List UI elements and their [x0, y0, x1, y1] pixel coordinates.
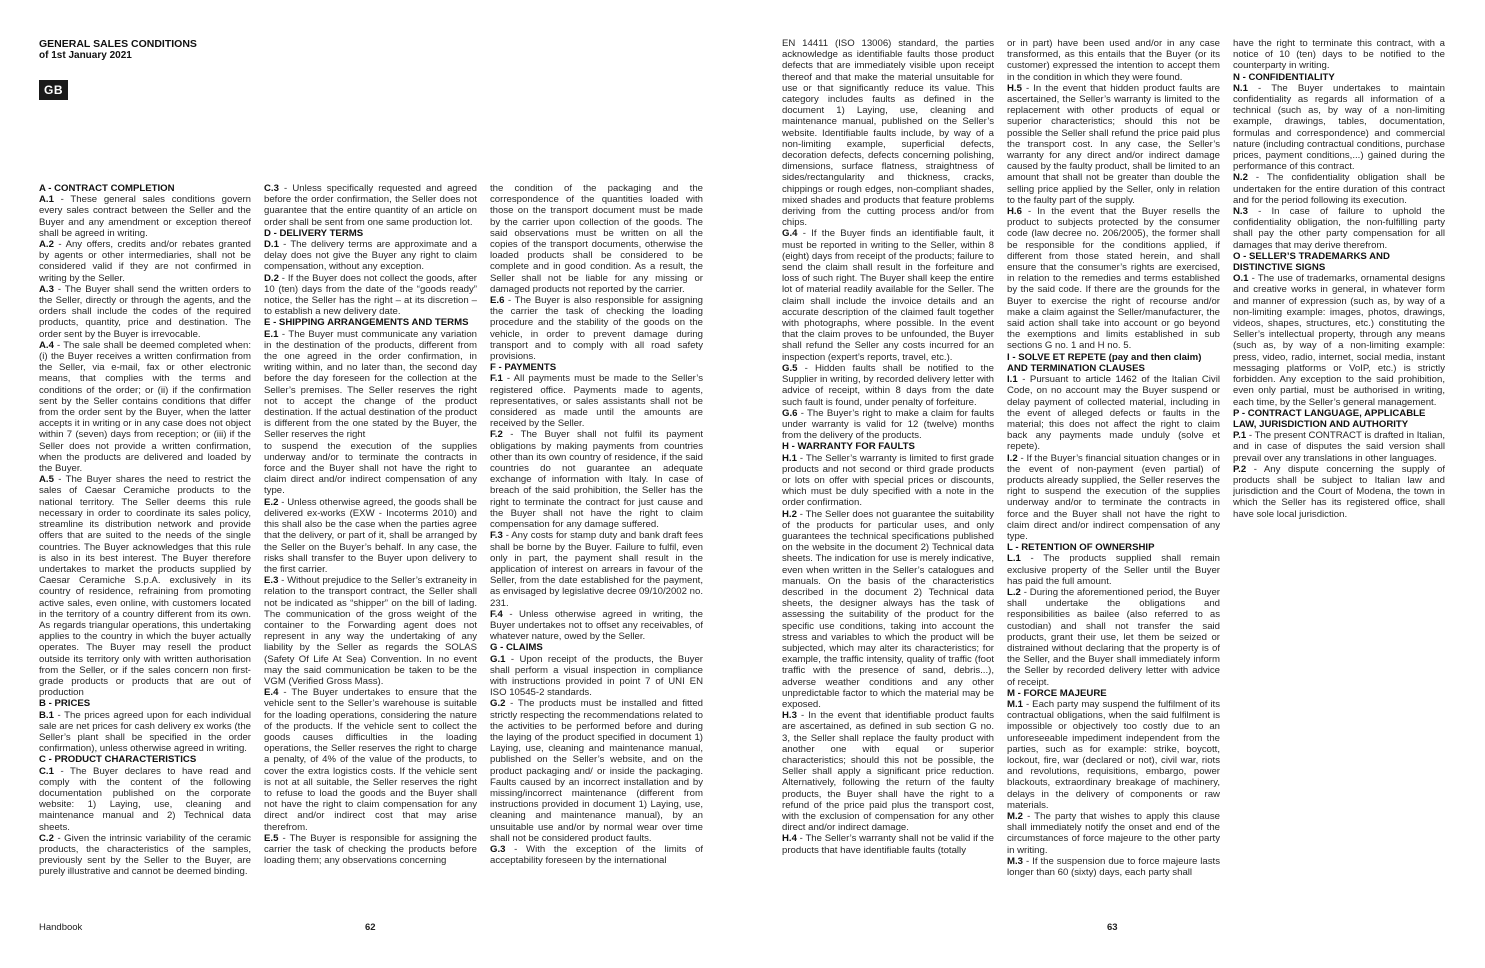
- clause-number: I.1: [1007, 374, 1018, 386]
- section-heading: I - SOLVE ET REPETE (pay and then claim) AND TERMINATION CLAUSES: [1007, 351, 1202, 374]
- clause-text: - Unless otherwise agreed in writing, the Buyer undertakes not to offset any receivables, of whatever nature, owed by the Seller.: [490, 608, 703, 643]
- clause-paragraph: [782, 408, 994, 442]
- clause-number: A.2: [39, 239, 54, 251]
- clause-text: - If the Buyer’s financial situation changes or in the event of non-payment (even partial) of products already supplied, the Seller reserves the right to suspend the execution of the supplies underway and/or to terminate the contracts in force and the Buyer shall not have the right to claim direct and/or indirect compensation of any type.: [1007, 452, 1220, 542]
- clause-text: - The Seller’s warranty shall not be valid if the products that have identifiable faults (totally: [782, 833, 994, 856]
- clause-number: O.1: [1233, 273, 1249, 285]
- clause-number: F.4: [490, 608, 503, 620]
- text-column-4: [782, 38, 994, 909]
- document-title: GENERAL SALES CONDITIONS: [39, 38, 197, 50]
- clause-number: E.2: [264, 496, 279, 508]
- clause-paragraph: [490, 183, 703, 295]
- text-column-2: [264, 183, 477, 909]
- clause-text: or in part) have been used and/or in any case transformed, as this entails that the Buyer (or its customer) expressed the intention to accept them in the condition in which they were found.: [1007, 38, 1220, 83]
- clause-paragraph: [264, 575, 477, 687]
- language-badge: GB: [39, 80, 68, 100]
- clause-text: - Hidden faults shall be notified to the Supplier in writing, by recorded delivery letter with advice of receipt, within 8 days from the date such fault is found, under penalty of forfeiture.: [782, 362, 994, 408]
- clause-text: - The Seller’s warranty is limited to first grade products and not second or third grade products or lots on offer with special prices or discounts, which must be duly specified with a note in the order confirmation.: [782, 452, 994, 509]
- clause-text: - If the Buyer finds an identifiable fault, it must be reported in writing to the Seller, within 8 (eight) days from receipt of the products; failure to send the claim shall result in the forfeiture and loss of such right. The Buyer shall keep the entire lot of material readily available for the Seller. The claim shall include the invoice details and an accurate description of the claimed fault together with photographs, where possible. In the event that the claim proves to be unfounded, the Buyer shall refund the Seller any costs incurred for an inspection (expert’s reports, travel, etc.).: [782, 228, 994, 363]
- clause-paragraph: [782, 228, 994, 362]
- clause-text: - The Buyer must communicate any variation in the destination of the products, different from the one agreed in the order confirmation, in writing within, and no later than, the second day before the day foreseen for the collection at the Seller’s premises. The Seller reserves the right not to accept the change of the product destination. If the actual destination of the product is different from the one stated by the Buyer, the Seller reserves the right: [264, 328, 477, 441]
- section-heading: C - PRODUCT CHARACTERISTICS: [39, 754, 197, 766]
- clause-text: - The products must be installed and fitted strictly respecting the recommendations related to the activities to be performed before and during the laying of the product specified in document 1) Laying, use, cleaning and maintenance manual, published on the Seller’s website, and on the product packaging and/ or inside the packaging. Faults caused by an incorrect installation and by missing/incorrect maintenance (different from instructions provided in document 1) Laying, use, cleaning and maintenance manual), by an unsuitable use and/or by normal wear over time shall not be considered product faults.: [490, 698, 703, 844]
- clause-paragraph: [1233, 273, 1445, 407]
- clause-number: F.2: [490, 429, 503, 441]
- clause-number: G.1: [490, 653, 506, 665]
- clause-number: H.4: [782, 833, 797, 845]
- clause-text: - If the Buyer does not collect the goods, after 10 (ten) days from the date of the “goods ready” notice, the Seller has the right – at its discretion – to establish a new delivery date.: [264, 272, 477, 318]
- clause-paragraph: [264, 833, 477, 867]
- section-heading: H - WARRANTY FOR FAULTS: [782, 441, 915, 453]
- clause-number: E.4: [264, 687, 279, 699]
- clause-text: - The prices agreed upon for each individual sale are net prices for cash delivery ex works (the Seller’s plant shall be specified in the order confirmation), unless otherwise agreed in writing.: [39, 709, 251, 755]
- clause-paragraph: [490, 295, 703, 362]
- clause-paragraph: [490, 530, 703, 608]
- clause-text: - The Buyer’s right to make a claim for faults under warranty is valid for 12 (twelve) months from the delivery of the products.: [782, 407, 994, 442]
- clause-paragraph: [782, 38, 994, 228]
- clause-paragraph: [1007, 553, 1220, 587]
- clause-number: C.3: [264, 183, 279, 194]
- clause-text: - Given the intrinsic variability of the ceramic products, the characteristics of the samples, previously sent by the Seller to the Buyer, are purely illustrative and cannot be deemed binding.: [39, 832, 251, 878]
- section-heading: E - SHIPPING ARRANGEMENTS AND TERMS: [264, 317, 469, 329]
- clause-text: the condition of the packaging and the correspondence of the quantities loaded with those on the transport document must be made by the carrier upon collection of the goods. The said observations must be written on all the copies of the transport documents, otherwise the loaded products shall be considered to be complete and in good condition. As a result, the Seller shall not be liable for any missing or damaged products not reported by the carrier.: [490, 183, 703, 295]
- clause-paragraph: [490, 844, 703, 866]
- clause-text: - The Seller does not guarantee the suitability of the products for particular uses, and only guarantees the technical specifications published on the website in the document 2) Technical data sheets. The indication for use is merely indicative, even when written in the Seller’s catalogues and manuals. On the basis of the characteristics described in the document 2) Technical data sheets, the designer always has the task of assessing the suitability of the product for the specific use conditions, taking into account the stress and variables to which the product will be subjected, which may alter its characteristics; for example, the traffic intensity, quality of traffic (foot traffic with the presence of sand, debris...), adverse weather conditions and any other unpredictable factor to which the material may be exposed.: [782, 508, 994, 710]
- clause-number: N.2: [1233, 172, 1248, 184]
- section-heading: P - CONTRACT LANGUAGE, APPLICABLE LAW, JURISDICTION AND AUTHORITY: [1233, 407, 1426, 430]
- clause-number: N.1: [1233, 82, 1248, 94]
- clause-number: E.6: [490, 295, 505, 307]
- clause-text: - The party that wishes to apply this clause shall immediately notify the onset and end of the circumstances of force majeure to the other party in writing.: [1007, 811, 1220, 856]
- clause-text: - The present CONTRACT is drafted in Italian, and in case of disputes the said version shall prevail over any translations in other languages.: [1233, 430, 1445, 464]
- section-heading: A - CONTRACT COMPLETION: [39, 183, 175, 194]
- text-column-3: [490, 183, 703, 909]
- clause-paragraph: [782, 453, 994, 509]
- clause-text: EN 14411 (ISO 13006) standard, the parties acknowledge as identifiable faults those product defects that are immediately visible upon receipt thereof and that make the material unsuitable for use or that significantly reduce its value. This category includes faults as defined in the document 1) Laying, use, cleaning and maintenance manual, published on the Seller’s website. Identifiable faults include, by way of a non-limiting example, superficial defects, decoration defects, defects concerning polishing, dimensions, surface flatness, straightness of sides/rectangularity and thickness, cracks, chippings or rough edges, non-compliant shades, mixed shades and products that feature problems deriving from the cutting process and/or from chips.: [782, 38, 994, 229]
- clause-paragraph: [1007, 83, 1220, 206]
- clause-number: E.3: [264, 575, 279, 587]
- clause-number: N.3: [1233, 206, 1248, 218]
- clause-number: E.1: [264, 328, 279, 340]
- clause-paragraph: [1007, 453, 1220, 543]
- text-column-5: [1007, 38, 1220, 909]
- clause-text: - Any dispute concerning the supply of products shall be subject to Italian law and jurisdiction and the Court of Modena, the town in which the Seller has its registered office, shall have sole local jurisdiction.: [1233, 463, 1445, 520]
- clause-number: A.3: [39, 283, 54, 295]
- clause-number: F.1: [490, 373, 503, 385]
- clause-paragraph: [264, 497, 477, 575]
- clause-paragraph: [39, 833, 251, 878]
- clause-paragraph: [1233, 172, 1445, 206]
- clause-paragraph: [39, 766, 251, 833]
- clause-text: - Any costs for stamp duty and bank draft fees shall be borne by the Buyer. Failure to fulfil, even only in part, the payment shall result in the application of interest on arrears in favour of the Seller, from the date established for the payment, as envisaged by legislative decree 09/10/2002 no. 231.: [490, 530, 703, 609]
- clause-number: H.1: [782, 452, 797, 464]
- clause-text: - In the event that the Buyer resells the product to subjects protected by the consumer code (law decree no. 206/2005), the former shall be responsible for the conditions applied, if different from those stated herein, and shall ensure that the consumer’s rights are exercised, in relation to the remedies and terms established by the said code. If there are the grounds for the Buyer to exercise the right of recourse and/or make a claim against the Seller/manufacturer, the said action shall take into account or go beyond the exemptions and limits established in sub sections G no. 1 and H no. 5.: [1007, 206, 1220, 352]
- section-heading: N - CONFIDENTIALITY: [1233, 71, 1335, 83]
- clause-paragraph: [782, 833, 994, 855]
- clause-number: M.2: [1007, 811, 1023, 823]
- clause-paragraph: [1007, 699, 1220, 811]
- section-heading: O - SELLER’S TRADEMARKS AND DISTINCTIVE SIGNS: [1233, 250, 1390, 274]
- clause-paragraph: [39, 239, 251, 284]
- clause-text: - The Buyer shall send the written orders to the Seller, directly or through the agents, and the orders shall include the codes of the required products, quantity, price and destination. The order sent by the Buyer is irrevocable.: [39, 283, 251, 340]
- clause-number: E.5: [264, 832, 279, 844]
- clause-number: G.2: [490, 698, 506, 710]
- text-column-1: [39, 183, 251, 909]
- clause-text: - The use of trademarks, ornamental designs and creative works in general, in whatever form and manner of expression (such as, by way of a non-limiting example: images, photos, drawings, videos, shapes, structures, etc.) constituting the Seller’s intellectual property, through any means (such as, by way of a non-limiting example: press, video, radio, internet, social media, instant messaging platforms or VoIP, etc.) is strictly forbidden. Any exception to the said prohibition, even only partial, must be authorised in writing, each time, by the Seller’s general management.: [1233, 273, 1445, 408]
- clause-text: - Unless otherwise agreed, the goods shall be delivered ex-works (EXW - Incoterms 2010) and this shall also be the case when the parties agree that the delivery, or part of it, shall be arranged by the Seller on the Buyer’s behalf. In any case, the risks shall transfer to the Buyer upon delivery to the first carrier.: [264, 496, 477, 575]
- clause-number: G.6: [782, 407, 798, 419]
- clause-paragraph: [490, 373, 703, 429]
- section-heading: B - PRICES: [39, 698, 91, 710]
- clause-text: - In the event that hidden product faults are ascertained, the Seller’s warranty is limited to the replacement with other products of equal or superior characteristics; should this not be possible the Seller shall refund the price paid plus the transport cost. In any case, the Seller’s warranty for any direct and/or indirect damage caused by the faulty product, shall be limited to an amount that shall not be greater than double the selling price applied by the Seller, only in relation to the faulty part of the supply.: [1007, 82, 1220, 206]
- left-page: [0, 0, 742, 968]
- clause-text: - The Buyer is also responsible for assigning the carrier the task of checking the loading procedure and the stability of the goods on the vehicle, in order to prevent damage during transport and to comply with all road safety provisions.: [490, 295, 703, 363]
- clause-paragraph: [264, 687, 477, 833]
- section-heading: F - PAYMENTS: [490, 362, 557, 374]
- clause-text: - All payments must be made to the Seller’s registered office. Payments made to agents, representatives, or sales assistants shall not be considered as made until the amounts are received by the Seller.: [490, 373, 703, 430]
- section-heading: G - CLAIMS: [490, 642, 543, 654]
- clause-number: F.3: [490, 530, 503, 542]
- clause-number: P.2: [1233, 463, 1247, 475]
- clause-paragraph: [39, 284, 251, 340]
- clause-paragraph: [1007, 374, 1220, 452]
- clause-paragraph: [39, 710, 251, 755]
- clause-number: L.1: [1007, 553, 1021, 565]
- clause-text: - With the exception of the limits of acceptability foreseen by the international: [490, 843, 703, 867]
- clause-paragraph: [490, 698, 703, 844]
- document-subtitle: of 1st January 2021: [39, 50, 132, 61]
- clause-text: - The Buyer undertakes to maintain confidentiality as regards all information of a technical (such as, by way of a non-limiting example, drawings, tables, documentation, formulas and correspondence) and commercial nature (including contractual conditions, purchase prices, payment conditions,...) gained during the performance of this contract.: [1233, 82, 1445, 173]
- clause-text: - Pursuant to article 1462 of the Italian Civil Code, on no account may the Buyer suspend or delay payment of collected material, including in the event of alleged defects or faults in the material; this does not affect the right to claim back any payments made unduly (solve et repete).: [1007, 374, 1220, 453]
- clause-text: - Without prejudice to the Seller’s extraneity in relation to the transport contract, the Seller shall not be indicated as “shipper” on the bill of lading. The communication of the gross weight of the container to the Forwarding agent does not represent in any way the undertaking of any liability by the Seller as regards the SOLAS (Safety Of Life At Sea) Convention. In no event may the said communication be taken to be the VGM (Verified Gross Mass).: [264, 575, 477, 687]
- clause-number: M.3: [1007, 855, 1023, 867]
- clause-text: - The Buyer shares the need to restrict the sales of Caesar Ceramiche products to the national territory. The Seller deems this rule necessary in order to coordinate its sales policy, streamline its distribution network and provide offers that are suited to the needs of the single countries. The Buyer acknowledges that this rule is also in its best interest. The Buyer therefore undertakes to market the products supplied by Caesar Ceramiche S.p.A. exclusively in its country of residence, refraining from promoting active sales, even online, with customers located in the territory of a country different from its own. As regards triangular operations, this undertaking applies to the country in which the buyer actually operates. The Buyer may resell the product outside its territory only with written authorisation from the Seller, or if the sales concern non first-grade products or products that are out of production: [39, 474, 251, 699]
- clause-number: D.1: [264, 239, 279, 251]
- clause-paragraph: [490, 429, 703, 530]
- clause-paragraph: [782, 509, 994, 711]
- clause-text: - The Buyer shall not fulfil its payment obligations by making payments from countries other than its own country of residence, if the said countries do not guarantee an adequate exchange of information with Italy. In case of breach of the said prohibition, the Seller has the right to terminate the contract for just cause and the Buyer shall not have the right to claim compensation for any damage suffered.: [490, 429, 703, 531]
- clause-text: - Each party may suspend the fulfilment of its contractual obligations, when the said fulfilment is impossible or objectively too costly due to an unforeseeable impediment independent from the parties, such as for example: strike, boycott, lockout, fire, war (declared or not), civil war, riots and revolutions, requisitions, embargo, power blackouts, extraordinary breakage of machinery, delays in the delivery of components or raw materials.: [1007, 698, 1220, 811]
- clause-number: L.2: [1007, 586, 1021, 598]
- clause-number: A.5: [39, 474, 54, 486]
- clause-text: - These general sales conditions govern every sales contract between the Seller and the Buyer and any amendment or exception thereof shall be agreed in writing.: [39, 194, 251, 239]
- page-number-right: 63: [1107, 922, 1118, 933]
- clause-number: H.2: [782, 508, 797, 520]
- clause-text: - The Buyer is responsible for assigning the carrier the task of checking the products before loading them; any observations concerning: [264, 832, 477, 867]
- clause-paragraph: [1007, 587, 1220, 688]
- clause-number: M.1: [1007, 698, 1023, 710]
- page-number-left: 62: [365, 922, 376, 933]
- clause-paragraph: [264, 329, 477, 441]
- clause-text: - Any offers, credits and/or rebates granted by agents or other intermediaries, shall not be considered valid if they are not confirmed in writing by the Seller.: [39, 239, 251, 284]
- clause-number: D.2: [264, 272, 279, 284]
- section-heading: L - RETENTION OF OWNERSHIP: [1007, 542, 1155, 554]
- clause-text: - The confidentiality obligation shall be undertaken for the entire duration of this contract and for the period following its execution.: [1233, 172, 1445, 206]
- clause-text: - Unless specifically requested and agreed before the order confirmation, the Seller does not guarantee that the entire quantity of an article on order shall be sent from one same production lot.: [264, 183, 477, 228]
- clause-paragraph: [1007, 38, 1220, 83]
- clause-paragraph: [1007, 206, 1220, 352]
- section-heading: D - DELIVERY TERMS: [264, 227, 364, 239]
- clause-paragraph: [490, 609, 703, 643]
- text-column-6: [1233, 38, 1445, 909]
- clause-text: - If the suspension due to force majeure lasts longer than 60 (sixty) days, each party shall: [1007, 855, 1220, 879]
- clause-text: - During the aforementioned period, the Buyer shall undertake the obligations and responsibilities as bailee (also referred to as custodian) and shall not transfer the said products, grant their use, let them be seized or distrained without declaring that the property is of the Seller, and the Buyer shall immediately inform the Seller by recorded delivery letter with advice of receipt.: [1007, 586, 1220, 688]
- clause-number: A.4: [39, 339, 54, 351]
- clause-paragraph: [264, 441, 477, 497]
- clause-paragraph: [264, 273, 477, 318]
- clause-paragraph: [1007, 811, 1220, 856]
- clause-number: G.5: [782, 362, 798, 374]
- clause-paragraph: [39, 340, 251, 474]
- clause-text: - The Buyer declares to have read and comply with the content of the following documentation published on the corporate website: 1) Laying, use, cleaning and maintenance manual and 2) Technical data sheets.: [39, 765, 251, 833]
- clause-number: H.5: [1007, 82, 1022, 94]
- clause-number: I.2: [1007, 452, 1018, 464]
- clause-number: A.1: [39, 194, 54, 206]
- clause-text: to suspend the execution of the supplies underway and/or to terminate the contracts in force and the Buyer shall not have the right to claim direct and/or indirect compensation of any type.: [264, 440, 477, 497]
- clause-paragraph: [1233, 430, 1445, 464]
- clause-number: C.1: [39, 765, 54, 777]
- clause-paragraph: [39, 194, 251, 239]
- clause-text: - The sale shall be deemed completed when: (i) the Buyer receives a written confirmation from the Seller, via e-mail, fax or other electronic means, that complies with the terms and conditions of the order; or (ii) if the confirmation sent by the Seller contains conditions that differ from the order sent by the Buyer, when the latter accepts it in writing or in any case does not object within 7 (seven) days from reception; or (iii) if the Seller does not provide a written confirmation, when the products are delivered and loaded by the Buyer.: [39, 339, 251, 475]
- clause-paragraph: [1233, 38, 1445, 72]
- clause-number: P.1: [1233, 430, 1247, 442]
- clause-text: - In the event that identifiable product faults are ascertained, as defined in sub section G no. 3, the Seller shall replace the faulty product with another one with equal or superior characteristics; should this not be possible, the Seller shall apply a significant price reduction. Alternatively, following the return of the faulty products, the Buyer shall have the right to a refund of the price paid plus the transport cost, with the exclusion of compensation for any other direct and/or indirect damage.: [782, 710, 994, 834]
- clause-number: C.2: [39, 832, 54, 844]
- section-heading: M - FORCE MAJEURE: [1007, 687, 1107, 699]
- clause-number: B.1: [39, 709, 54, 721]
- clause-paragraph: [782, 363, 994, 408]
- clause-number: H.6: [1007, 206, 1022, 218]
- clause-paragraph: [264, 183, 477, 228]
- clause-paragraph: [782, 710, 994, 833]
- clause-text: - The delivery terms are approximate and a delay does not give the Buyer any right to claim compensation, without any exception.: [264, 239, 477, 273]
- clause-paragraph: [490, 654, 703, 699]
- clause-number: G.4: [782, 228, 798, 240]
- clause-paragraph: [1233, 206, 1445, 251]
- clause-text: - The Buyer undertakes to ensure that the vehicle sent to the Seller’s warehouse is suitable for the loading operations, considering the nature of the products. If the vehicle sent to collect the goods causes difficulties in the loading operations, the Seller reserves the right to charge a penalty, of 4% of the value of the products, to cover the extra logistics costs. If the vehicle sent is not at all suitable, the Seller reserves the right to refuse to load the goods and the Buyer shall not have the right to claim compensation for any direct and/or indirect cost that may arise therefrom.: [264, 687, 477, 833]
- clause-text: - The products supplied shall remain exclusive property of the Seller until the Buyer has paid the full amount.: [1007, 553, 1220, 587]
- clause-paragraph: [1233, 464, 1445, 520]
- clause-text: have the right to terminate this contract, with a notice of 10 (ten) days to be notified to the counterparty in writing.: [1233, 38, 1445, 72]
- clause-paragraph: [39, 474, 251, 698]
- clause-text: - In case of failure to uphold the confidentiality obligation, the non-fulfilling party shall pay the other party compensation for all damages that may derive therefrom.: [1233, 206, 1445, 251]
- footer-label: Handbook: [39, 922, 83, 933]
- clause-text: - Upon receipt of the products, the Buyer shall perform a visual inspection in compliance with instructions provided in point 7 of UNI EN ISO 10545-2 standards.: [490, 653, 703, 699]
- clause-number: H.3: [782, 710, 797, 722]
- clause-number: G.3: [490, 843, 506, 855]
- clause-paragraph: [1233, 83, 1445, 173]
- clause-paragraph: [1007, 856, 1220, 878]
- clause-paragraph: [264, 239, 477, 273]
